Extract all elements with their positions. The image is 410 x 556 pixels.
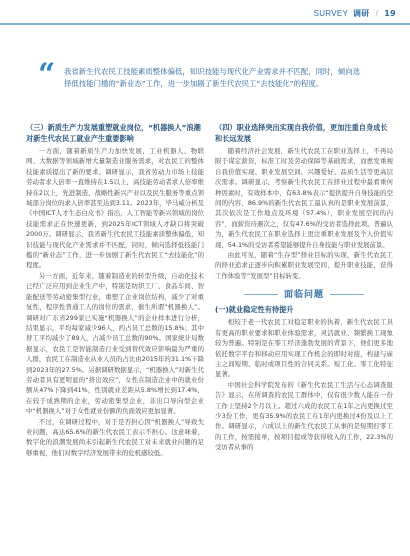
paragraph: 由此可见，随着“生存型”择业目标的实现，新生代农民工的择业追求正逐步向积累职业发展空间，提升职业技能，获得工作体验等“发展型”目标转变。 xyxy=(215,251,393,280)
paragraph: 中国社会科学院发布的《新生代农民工生活与心态调查报告》显示，在所调查的农民工群体中，仅有很少数人能在一份工作上坚持2个月以上。超过六成的农民工在1年之内更换过至少3份工作，更有35.9%的农民工在1年内更换过4份及以上工作。调研显示，六成以上的新生代农民工从事的是短期打零工的工作，按需接单，按项目提成等获得收入的工作，22.3%的受访者从事的 xyxy=(215,380,393,452)
page-number: 19 xyxy=(384,9,396,18)
header-divider xyxy=(0,23,410,25)
left-heading: （三）新质生产力发展重塑就业岗位，“机器换人”浪潮对新生代农民工就业产生重要影响 xyxy=(26,123,201,143)
left-column xyxy=(26,122,204,458)
pull-quote-text: 我省新生代农民工技能素质整体偏低，知识技能与现代化产业需求并不匹配，同时，倾向选择低技能门槛的“新业态”工作，进一步加剧了新生代农民工“去技能化”的程度。 xyxy=(64,67,360,89)
section-title xyxy=(215,287,393,300)
quote-icon: “ xyxy=(38,57,56,92)
header-separator: / xyxy=(375,9,379,18)
paragraph: 另一方面，近年来，随着制造业的转型升级，自动化技术已经广泛应用到企业生产中，特别是纺织工厂、食品车间、智能配送等劳动密集型行业，重塑了企业岗位结构，减少了对重复性、程序性普通工人的岗位的需求，催生所谓“机器换人”。调研对广东省299家已实施“机器换人”的企业样本进行分析，结果显示，平均每家减少96人，约占员工总数的15.8%；其中替工平均减少了89人，占减少员工总数的90%。国家统计局数据显示，农民工是智能制造行业受到替代效应影响最为严重的人群，农民工在制造业从业人员的占比由2015年的31.1%下降到2023年的27.5%。另据调研数据显示，“机器换人”对新生代劳动者具有更明显的“挤出效应”，女性在制造企业中的就业份额从47%下降到41%，性别就业差距从5.8%增长到17.4%，在较于成熟期的企业，劳动密集型企业，非出口导向型企业中“机器换人”对于女性就业份额的负面效应更加显著。 xyxy=(26,271,204,416)
header-survey: SURVEY xyxy=(313,9,349,18)
page-header xyxy=(314,8,396,19)
paragraph: 随着经济社会发展，新生代农民工在职业选择上，不再局限于谋定薪资，标准工时及劳动保障等基础需求，而愈发重视自我价值实现、职业发展空间、兴趣爱好、品质生活等更高层次需求。调研显示，考察新生代农民工在择业过程中最看重何种因素时，有效样本中，有63.8%表示“提供提升自身技能的空间的内容，86.9%的新生代农民工最认真的是职业发展前景，其次依次是工作地点及环境（57.4%），职业发展空间的内容”，而薪资待遇次之，仅有47.6%的受访者选择此项。普遍认为，新生代农民工在职业选择上更注重职业发展及个人价值实现，54.1%的受访者希望能够提升自身技能与职业发展前景。 xyxy=(215,147,393,249)
paragraph: 相较于老一代农民工对稳定职业的执着，新生代农民工具有更高的职业要求和职业体验需求，灵活就业、频繁换工现象较为普遍。特别是在零工经济蓬勃发展的背景下，他们更多地依托数字平台和移动应用实现工作机会的即时对接，构建与雇主之间短期、临时或项目性的合同关系。短工化、零工化特征显著。 xyxy=(215,318,393,379)
section-title-text: 面临问题 xyxy=(283,290,324,301)
section-rule-left xyxy=(244,294,278,295)
section-rule-right xyxy=(330,294,364,295)
right-subheading: (一)就业稳定性有待提升 xyxy=(215,305,294,315)
paragraph: 不过，在调研过程中，对于是否担心因“机器换人”导致失业问题，高达65.6%的新生代农民工表示不担心。这意味着，数字化的浪潮发展尚未引起新生代农民工对未来就业问题的足够重视，他们对数字经济发展带来的危机感较低。 xyxy=(26,417,204,457)
paragraph: 一方面，随着新质生产力加快发展，工业机器人、物联网、大数据等领域新增大量制造业服务需求，对农民工的整体技能素质提出了新的要求。调研显示，我省劳动力市场上技能劳动者求人倍率一直维持在1.5以上，高技能劳动者求人倍率维持在2以上，先进制造、战略性新兴产业以及民生服务等重点领域部分岗位的求人倍率甚至达到3.11。2023年，毕马威分析及《中国ICT人才生态白皮书》指出，人工智能等新兴领域的岗位技能需求正在快速更新，到2025年ICT领域人才缺口将突破2000万。调研显示，我省新生代农民工技能素质整体偏低，知识技能与现代化产业需求并不匹配，同时，倾向选择低技能门槛的“新业态”工作，进一步加剧了新生代农民工“去技能化”的程度。 xyxy=(26,147,204,270)
header-category: 调研 xyxy=(352,9,370,18)
right-heading: （四）职业选择突出实现自我价值，更加注重自身成长和长远发展 xyxy=(215,123,388,143)
pull-quote xyxy=(38,57,360,92)
right-column xyxy=(215,122,393,453)
